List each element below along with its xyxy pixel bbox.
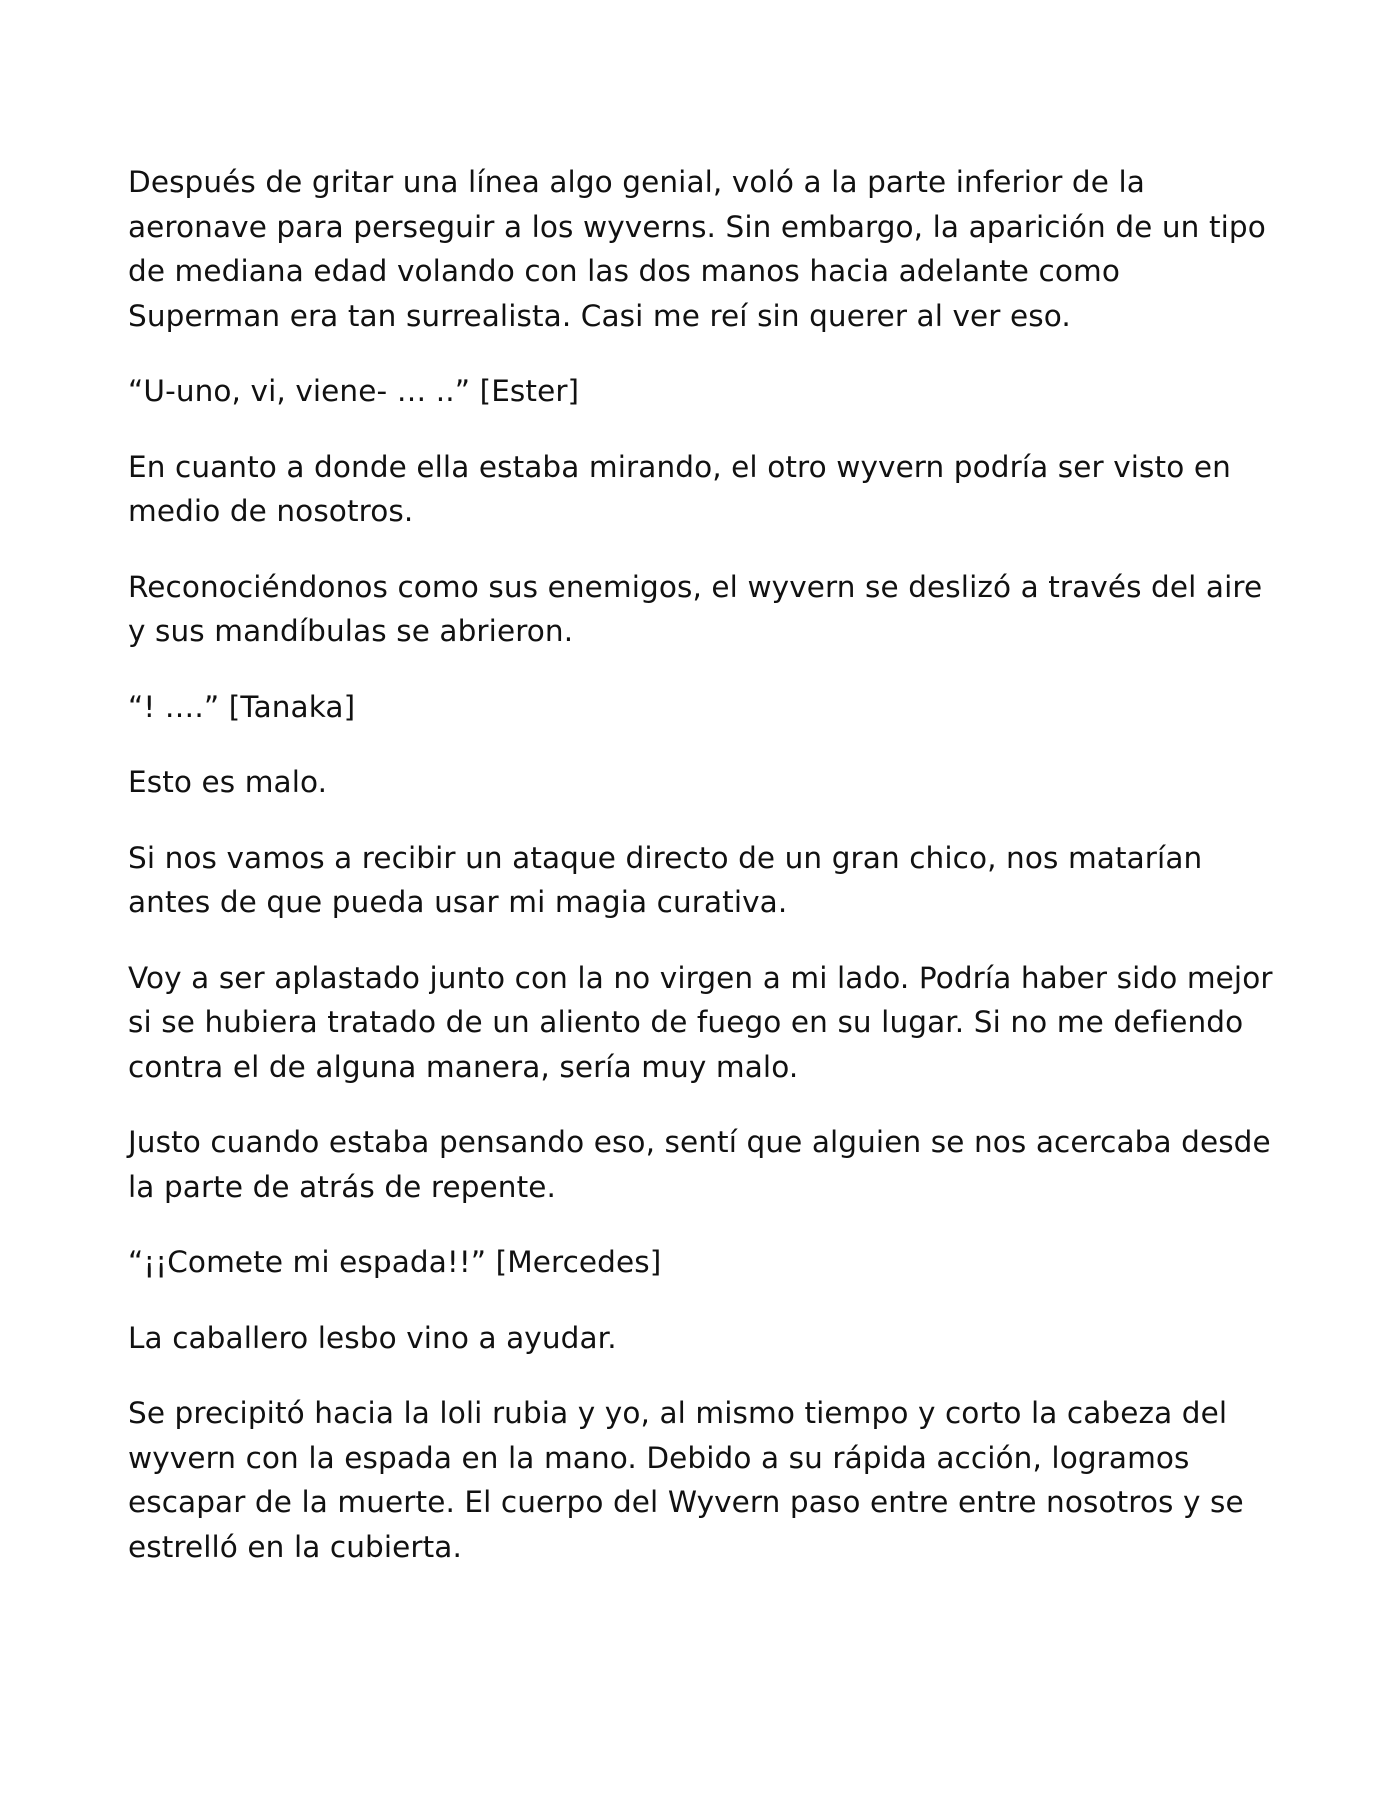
paragraph: Se precipitó hacia la loli rubia y yo, al mismo tiempo y corto la cabeza del wyvern con la espada en la mano. Debido a su rápida acción, logramos escapar de la muerte. El cuerpo del Wyvern paso entre entre nosotros y se estrelló en la cubierta.: [128, 1396, 1244, 1564]
document-body: [128, 160, 1278, 1600]
paragraph: La caballero lesbo vino a ayudar.: [128, 1320, 617, 1355]
paragraph: Voy a ser aplastado junto con la no virgen a mi lado. Podría haber sido mejor si se hubiera tratado de un aliento de fuego en su lugar. Si no me defiendo contra el de alguna manera, sería muy malo.: [128, 960, 1273, 1084]
paragraph: Esto es malo.: [128, 765, 328, 799]
paragraph: Si nos vamos a recibir un ataque directo de un gran chico, nos matarían antes de que pueda usar mi magia curativa.: [128, 840, 1203, 919]
paragraph: Justo cuando estaba pensando eso, sentí que alguien se nos acercaba desde la parte de atrás de repente.: [128, 1125, 1271, 1204]
dialogue-line: “¡¡Comete mi espada!!” [Mercedes]: [128, 1245, 662, 1279]
paragraph: En cuanto a donde ella estaba mirando, el otro wyvern podría ser visto en medio de nosotros.: [128, 449, 1231, 528]
paragraph: Después de gritar una línea algo genial, voló a la parte inferior de la aeronave para perseguir a los wyverns. Sin embargo, la aparición de un tipo de mediana edad volando con las dos manos hacia adelante como Superman era tan surrealista. Casi me reí sin querer al ver eso.: [128, 165, 1266, 333]
paragraph: Reconociéndonos como sus enemigos, el wyvern se deslizó a través del aire y sus mandíbulas se abrieron.: [128, 569, 1263, 648]
dialogue-line: “U-uno, vi, viene- … ..” [Ester]: [128, 374, 580, 408]
dialogue-line: “! ….” [Tanaka]: [128, 689, 356, 724]
